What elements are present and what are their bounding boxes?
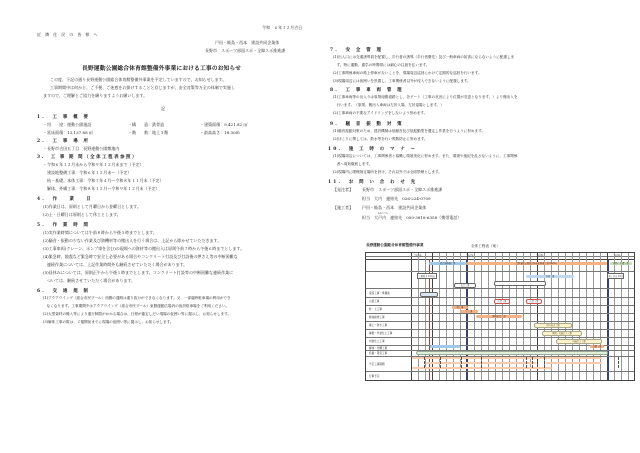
section-line: (3)現場周辺には仮囲いを設置し、工事関係者以外が侵入できないように配慮します。 [333, 79, 471, 83]
gantt-bar [416, 351, 608, 355]
section-heading: 6. 交 通 規 制 [37, 289, 91, 294]
section-line: (2)大型資材の搬入等により通行制限がかかる場合は、日程が確定しだい現場の仮囲い等に掲示し、お知らせします。 [43, 312, 231, 316]
event-marker [532, 357, 533, 368]
gantt-bar: 内装仕上工事 [556, 339, 602, 344]
contact-person: 担当 大内 連絡先 026-224-0709 [362, 196, 431, 201]
section-line: 建設地整備工事：令和６年１２月末～（予定） [43, 170, 132, 175]
section-heading: 2. 工 事 場 所 [37, 139, 91, 144]
section-line: (2)騒音・振動の少ない作業及び資機材等の搬出入を行う場合は、上記から除かせていただきます。 [43, 238, 222, 243]
chart-subtitle: 全体工程表（案） [471, 244, 500, 248]
overview-use: ・用 途：運動公園施設 [43, 122, 92, 127]
section-line: (2)工事関係車両の路上停車がないことを、現場周辺巡回にかけて定期的な巡回を行います。 [333, 71, 482, 75]
intro-line: 工事期間中は何かと、ご不便、ご迷惑をお掛けすることと存じますが、安全対策等万全の体制で実施し [50, 85, 235, 90]
section-line: (1)出入口には交通誘導員を配置し、歩行者の誘導（歩行者優先）及び一般車両の妨害にならないように配慮しま [333, 55, 515, 59]
section-line: 行います。（原則、搬出入車両は左折入場、左折退場とします。） [333, 103, 444, 107]
section-line: なくなります。工事期間中はアクアウイング（総合市民プール）東側運動広場内の仮設駐車場をご利用ください。 [43, 304, 230, 308]
section-line: (2)現場内に喫煙指定場所を設け、それ以外では全面禁煙とします。 [333, 170, 442, 174]
contact-person: 担当 大戸内 連絡先 050-3818-6358（携帯電話） [362, 215, 462, 220]
event-marker [461, 357, 462, 368]
overview-height: ・最高高さ：18.30ｍ [200, 130, 240, 135]
chart-title: 長野運動公園総合体育館整備外事業 [366, 243, 424, 247]
section-line: ・長野市吉田五丁目 長野運動公園敷地内 [43, 146, 120, 151]
section-line: (2)ほこりに関しては、散水等を行い飛散防止に努めます。 [333, 137, 428, 141]
section-heading: 8. 工 事 車 両 管 理 [330, 88, 404, 93]
gantt-bar: 山留工事 [494, 299, 510, 304]
section-line: 連続作業については、上記作業時間外も継続させていただく場合があります。 [43, 262, 188, 267]
section-line: (1)工事車両等の出入りは原則南側道路とし、各ゲート（工事の状況により位置が変更となります。）より搬出入を [333, 95, 518, 99]
contact-org: 長野市 スポーツ部国スポ・全障スポ推進課 [362, 187, 443, 192]
gantt-bar: 躯体鉄骨工事 [476, 315, 522, 318]
gantt-bar: 土工事 [460, 310, 478, 313]
gantt-bar: 屋上防水工事 [534, 323, 572, 328]
section-heading: 7. 安 全 管 理 [330, 48, 384, 53]
section-heading: 3. 工 事 期 間（全体工程表参照） [37, 155, 139, 160]
gantt-row: 予定工事期間 [366, 356, 634, 357]
gantt-bar [420, 292, 438, 297]
event-marker [424, 357, 425, 368]
page-title: 長野運動公園総合体育館整備外事業における工事のお知らせ [82, 66, 242, 72]
gantt-bar [430, 345, 460, 348]
section-line: (1)作業日は、原則として月曜日から金曜日とします。 [43, 204, 141, 209]
overview-floor-area: ・延床面積：13,137.88 ㎡ [43, 130, 93, 135]
year-label: 令和7年 [466, 254, 474, 257]
gantt-row: 解体・外構工事 [366, 345, 634, 346]
gantt-bar: 外構工事 [590, 345, 604, 348]
section-line: (1)アクアウイング（総合市民プール）西側の通路は通り抜けができなくなります。又、一部臨時駐車場の利用ができ [43, 296, 231, 300]
section-heading: 9. 騒 音 振 動 対 策 [330, 122, 404, 127]
gantt-row: 屋上・防水工事 [366, 321, 634, 322]
sender-city: 長野市 スポーツ部国スポ・全障スポ推進課 [205, 48, 286, 53]
gantt-row: 行事予定 [366, 371, 634, 372]
gantt-bar: 杭工事 [452, 306, 468, 309]
intro-line: ますので、ご理解とご協力を賜りますようお願いします。 [43, 93, 148, 98]
schedule-gantt-chart [365, 252, 635, 381]
gantt-bar: 長野運動公園総合体育館整備工事 2024年 [466, 262, 607, 265]
section-line: ・令和６年１２月末から令和９年１２月末まで（予定） [43, 162, 144, 167]
section-heading: 1. 工 事 概 要 [37, 115, 91, 120]
section-line: 解体、外構工事：令和８年１２月～令和９年１２月末（予定） [43, 186, 160, 191]
contact-role: 【施工者】 [333, 205, 354, 210]
year-label: 令和9年 [613, 254, 621, 257]
notice-date: 令和 ６年１２月吉日 [262, 25, 303, 30]
section-heading: 5. 作 業 時 間 [37, 223, 91, 228]
event-marker [440, 357, 441, 368]
event-marker [526, 357, 527, 368]
section-line: ついては、継続させていただく場合があります。 [43, 278, 136, 283]
section-line: (1)現場周辺については、工事関係者と協働し環境美化に努めます。また、環境や風紀を乱さないように、工事関係 [333, 154, 518, 158]
gantt-bar [412, 367, 552, 369]
gantt-row: 仮設工事・準備他 [366, 288, 634, 289]
contact-ruby: おおとうち [378, 213, 389, 215]
event-marker [544, 357, 545, 368]
gantt-bar [546, 362, 602, 364]
gantt-bar: 本体工事 [526, 275, 574, 278]
section-line: 杭・基礎、本体工事：令和７年４月～令和８年１１月末（予定） [43, 178, 164, 183]
gantt-bar [494, 281, 546, 286]
gantt-bar: 山留工事 [526, 299, 542, 304]
gantt-row: 内装仕上工事 [366, 337, 634, 338]
start-note: 工事着手 12月末 [418, 275, 436, 278]
overview-building-area: ・建築面積：9,421.82 ㎡ [200, 122, 248, 127]
section-heading: 4. 作 業 日 [37, 197, 93, 202]
gantt-row: 杭・土工事 [366, 305, 634, 306]
gantt-bar: 解体・外構工事 [610, 262, 632, 265]
year-label: 令和8年 [536, 254, 544, 257]
section-line: (3)解体工事の際は、２週間前までに現場の仮囲い等に掲示し、お知らせします。 [43, 320, 174, 324]
section-line: (3)工事車両(クレーン、ポンプ車を含む)の現場への資材等の搬出入は原則午前７時から午後６時までとします。 [43, 246, 245, 251]
gantt-row: 屋根・外装仕上工事 [366, 329, 634, 330]
gantt-row [366, 271, 634, 272]
contact-org: 戸田・飯島・西本 建設共同企業体 [362, 205, 427, 210]
gantt-row: 躯体鉄骨工事 [366, 313, 634, 314]
gantt-bar: 仮設工事 [454, 283, 476, 288]
year-label: 令和6年 [414, 254, 422, 257]
gantt-row: 山留工事 [366, 297, 634, 298]
overview-structure: ・構 造：鉄骨造 [128, 122, 165, 127]
sender-contractor: 戸田・飯島・西本 建設共同企業体 [215, 40, 280, 45]
section-line: (1)実作業時間については午前８時から午後５時までとします。 [43, 230, 157, 235]
section-line: (5)昼休みについては、原則正午から午後１時までとします。コンクリート打設等の中断困難な連続作業に [43, 270, 234, 275]
event-marker [481, 357, 482, 368]
section-line: (2)土・日曜日は原則として休工とします。 [43, 212, 121, 217]
gantt-row: 設備・電気工事 [366, 350, 634, 351]
section-heading: 11. お 問 い 合 わ せ 先 [328, 180, 418, 185]
addressee: 近 隣 住 民 の 皆 様 へ [37, 32, 99, 37]
completion-note: 竣工予定 12月 [608, 275, 623, 278]
gantt-bar: 建設地整備工事 [429, 262, 466, 265]
intro-line: この度、下記の通り長野運動公園総合体育館整備外事業を予定していますので、お知らせします。 [50, 77, 227, 82]
gantt-bar: 屋根・外装仕上工事 [542, 331, 582, 336]
contact-role: 【発注者】 [333, 187, 354, 192]
section-line: 者へ周知徹底します。 [333, 162, 373, 166]
section-line: (1)騒音振動対策のため、建設機械は低騒音及び低振動型を選定し作業を行うように努めます。 [333, 129, 485, 133]
section-line: す。特に通勤、通学の時間帯には細心の注意を払います。 [333, 63, 430, 67]
section-heading: 10. 施 工 時 の マ ナ ー [328, 147, 418, 152]
section-line: (4)緊急時、地震など緊急時で安全上必要がある場合やコンクリート打設及び打設後の押さえ等の中断困難な [43, 254, 238, 259]
section-line: (2)工事車両の不要なアイドリングをしないよう努めます。 [333, 111, 428, 115]
event-marker [618, 357, 619, 368]
overview-floors: ・階 数：地上３階 [128, 130, 169, 135]
ki-heading: 記 [161, 106, 166, 111]
